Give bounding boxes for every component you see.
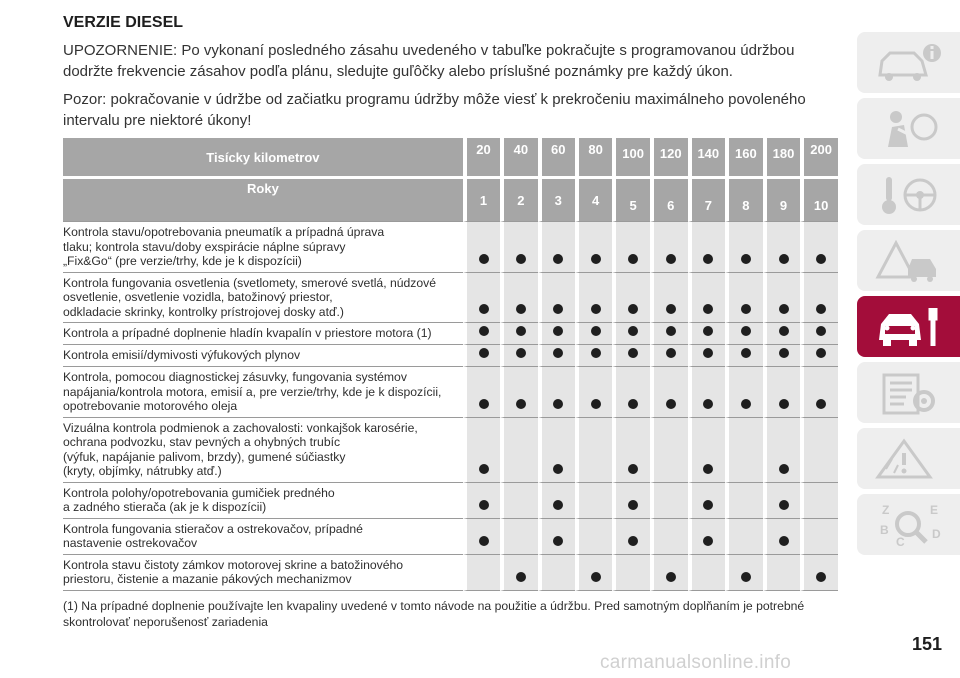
schedule-cell [612, 322, 650, 344]
schedule-cell [650, 344, 688, 366]
service-dot-icon [479, 536, 489, 546]
schedule-cell [575, 322, 612, 344]
schedule-row [63, 322, 838, 344]
schedule-cell [650, 322, 688, 344]
schedule-cell [650, 221, 688, 272]
description-line: Kontrola emisií/dymivosti výfukových plynov [63, 348, 301, 362]
service-dot-icon [591, 572, 601, 582]
svg-text:Z: Z [881, 502, 889, 517]
schedule-cell [725, 221, 763, 272]
years-header-cell: 8 [725, 179, 763, 221]
schedule-cell [463, 482, 500, 518]
schedule-cell [688, 417, 726, 482]
km-header-cell: 80 [575, 138, 612, 179]
service-dot-icon [553, 326, 563, 336]
description-line: Kontrola stavu čistoty zámkov motorovej skrine a batožinového [63, 557, 404, 572]
years-header-row [63, 179, 838, 221]
years-header-cell: 6 [650, 179, 688, 221]
schedule-cell [538, 554, 575, 591]
description-line: ochrana podvozku, stav pevných a ohybných trubíc [63, 435, 341, 449]
service-dot-icon [779, 464, 789, 474]
schedule-cell [763, 417, 801, 482]
description-line: odkladacie skrinky, kontrolky prístrojovej dosky atď.) [63, 304, 344, 319]
chapter-tab-index[interactable] [857, 494, 960, 555]
service-dot-icon [516, 399, 526, 409]
description-line: opotrebovanie motorového oleja [63, 399, 238, 413]
service-dot-icon [628, 399, 638, 409]
chapter-tabs [857, 32, 960, 560]
service-dot-icon [779, 254, 789, 264]
schedule-cell [800, 518, 838, 554]
schedule-cell [725, 554, 763, 591]
schedule-cell [612, 221, 650, 272]
schedule-cell [500, 482, 537, 518]
service-dot-icon [516, 572, 526, 582]
service-dot-icon [553, 399, 563, 409]
description-line: priestoru, čistenie a mazanie pákových mechanizmov [63, 572, 352, 586]
schedule-cell [612, 518, 650, 554]
description-line: tlaku; kontrola stavu/doby exspirácie náplne súpravy [63, 239, 346, 254]
service-dot-icon [553, 464, 563, 474]
service-dot-icon [703, 348, 713, 358]
schedule-cell [650, 417, 688, 482]
service-dot-icon [591, 399, 601, 409]
service-dot-icon [816, 304, 826, 314]
schedule-cell [763, 366, 801, 417]
service-dot-icon [741, 254, 751, 264]
schedule-cell [763, 322, 801, 344]
years-header-cell: 3 [538, 179, 575, 221]
description-line: Vizuálna kontrola podmienok a zachovalosti: vonkajšok karosérie, [63, 420, 418, 435]
schedule-cell [612, 344, 650, 366]
service-dot-icon [703, 399, 713, 409]
km-header-cell: 200 [800, 138, 838, 179]
schedule-cell [725, 518, 763, 554]
watermark: carmanualsonline.info [600, 652, 792, 673]
schedule-row [63, 366, 838, 417]
service-dot-icon [816, 399, 826, 409]
schedule-cell [575, 221, 612, 272]
page-content [63, 14, 838, 630]
service-dot-icon [553, 348, 563, 358]
schedule-row-description [63, 417, 463, 482]
service-dot-icon [816, 254, 826, 264]
service-dot-icon [516, 304, 526, 314]
car-wrench-icon [873, 304, 945, 350]
service-dot-icon [628, 348, 638, 358]
service-dot-icon [779, 399, 789, 409]
schedule-cell [538, 322, 575, 344]
schedule-row-description [63, 344, 463, 366]
service-dot-icon [741, 399, 751, 409]
schedule-cell [763, 272, 801, 323]
service-dot-icon [666, 254, 676, 264]
service-dot-icon [703, 304, 713, 314]
schedule-cell [538, 344, 575, 366]
service-dot-icon [479, 348, 489, 358]
schedule-row [63, 417, 838, 482]
km-header-cell: 60 [538, 138, 575, 179]
schedule-cell [763, 554, 801, 591]
chapter-tab-technical-data[interactable] [857, 362, 960, 423]
service-dot-icon [516, 326, 526, 336]
description-line: a zadného stierača (ak je k dispozícii) [63, 500, 267, 514]
schedule-cell [612, 482, 650, 518]
service-dot-icon [703, 254, 713, 264]
schedule-cell [650, 482, 688, 518]
schedule-cell [800, 272, 838, 323]
description-line: „Fix&Go“ (pre verzie/trhy, kde je k dispozícii) [63, 254, 302, 268]
technical-data-icon [874, 371, 944, 415]
schedule-cell [463, 272, 500, 323]
schedule-cell [800, 344, 838, 366]
schedule-row-description [63, 272, 463, 323]
years-header-cell: 10 [800, 179, 838, 221]
airbag-safety-icon [874, 107, 944, 151]
schedule-cell [800, 322, 838, 344]
schedule-cell [500, 221, 537, 272]
schedule-cell [688, 322, 726, 344]
schedule-cell [612, 272, 650, 323]
service-dot-icon [591, 326, 601, 336]
svg-text:B: B [879, 522, 889, 537]
service-dot-icon [703, 326, 713, 336]
service-dot-icon [628, 500, 638, 510]
description-line: Kontrola fungovania stieračov a ostrekovačov, prípadné [63, 521, 363, 536]
service-dot-icon [479, 464, 489, 474]
schedule-cell [538, 221, 575, 272]
schedule-cell [538, 417, 575, 482]
schedule-cell [575, 366, 612, 417]
service-dot-icon [553, 500, 563, 510]
schedule-cell [575, 518, 612, 554]
schedule-cell [463, 417, 500, 482]
schedule-cell [688, 482, 726, 518]
schedule-row-description [63, 554, 463, 591]
km-header-cell: 160 [725, 138, 763, 179]
schedule-cell [688, 554, 726, 591]
service-dot-icon [479, 500, 489, 510]
description-line: napájania/kontrola motora, emisií a, pre verzie/trhy, kde je k dispozícii, [63, 384, 442, 399]
description-line: Kontrola polohy/opotrebovania gumičiek predného [63, 485, 335, 500]
road-warning-icon [874, 437, 944, 481]
schedule-row [63, 518, 838, 554]
alphabetical-index-icon [874, 500, 944, 550]
schedule-cell [463, 322, 500, 344]
warning-paragraph: UPOZORNENIE: Po vykonaní posledného zásahu uvedeného v tabuľke pokračujte s programovanou údržbou dodržte frekvencie zásahov podľa plánu, sledujte guľôčky alebo príslušné poznámky pre každý úkon. [63, 42, 795, 80]
years-header-label: Roky [63, 179, 463, 221]
schedule-cell [500, 272, 537, 323]
schedule-cell [688, 221, 726, 272]
service-dot-icon [553, 254, 563, 264]
schedule-cell [800, 554, 838, 591]
service-dot-icon [666, 348, 676, 358]
years-header-cell: 2 [500, 179, 537, 221]
schedule-row [63, 272, 838, 323]
description-line: nastavenie ostrekovačov [63, 536, 198, 550]
service-dot-icon [591, 348, 601, 358]
schedule-cell [800, 482, 838, 518]
description-line: Kontrola stavu/opotrebovania pneumatík a prípadná úprava [63, 225, 385, 239]
service-dot-icon [553, 536, 563, 546]
schedule-cell [688, 366, 726, 417]
schedule-cell [800, 221, 838, 272]
schedule-cell [763, 221, 801, 272]
schedule-cell [538, 518, 575, 554]
service-dot-icon [479, 304, 489, 314]
km-header-cell: 140 [688, 138, 726, 179]
service-dot-icon [741, 348, 751, 358]
chapter-tab-safety[interactable] [857, 98, 960, 159]
section-heading: VERZIE DIESEL [63, 14, 184, 31]
schedule-cell [688, 344, 726, 366]
km-header-cell: 20 [463, 138, 500, 179]
page-number: 151 [912, 634, 943, 654]
description-line: Kontrola fungovania osvetlenia (svetlomety, smerové svetlá, núdzové [63, 275, 437, 290]
maintenance-schedule-table [63, 138, 838, 591]
schedule-cell [725, 322, 763, 344]
schedule-cell [463, 554, 500, 591]
schedule-cell [575, 554, 612, 591]
service-dot-icon [591, 304, 601, 314]
service-dot-icon [703, 464, 713, 474]
car-info-icon [874, 41, 944, 85]
service-dot-icon [779, 304, 789, 314]
schedule-row [63, 344, 838, 366]
chapter-tab-controls[interactable] [857, 164, 960, 225]
schedule-cell [612, 554, 650, 591]
service-dot-icon [816, 572, 826, 582]
km-header-cell: 100 [612, 138, 650, 179]
schedule-cell [463, 366, 500, 417]
chapter-tab-car-info[interactable] [857, 32, 960, 93]
km-header-cell: 180 [763, 138, 801, 179]
service-dot-icon [666, 399, 676, 409]
service-dot-icon [628, 304, 638, 314]
service-dot-icon [703, 500, 713, 510]
service-dot-icon [666, 304, 676, 314]
schedule-cell [463, 221, 500, 272]
km-header-cell: 120 [650, 138, 688, 179]
svg-text:E: E [929, 502, 938, 517]
service-dot-icon [666, 326, 676, 336]
schedule-cell [725, 417, 763, 482]
description-line: (výfuk, napájanie palivom, brzdy), gumené súčiastky [63, 449, 346, 464]
schedule-cell [575, 344, 612, 366]
schedule-cell [725, 344, 763, 366]
years-header-cell: 1 [463, 179, 500, 221]
chapter-tab-emergency[interactable] [857, 230, 960, 291]
service-dot-icon [779, 536, 789, 546]
service-dot-icon [779, 326, 789, 336]
schedule-cell [800, 366, 838, 417]
schedule-cell [575, 272, 612, 323]
service-dot-icon [553, 304, 563, 314]
svg-text:C: C [895, 534, 905, 549]
years-header-cell: 4 [575, 179, 612, 221]
schedule-row [63, 554, 838, 591]
service-dot-icon [816, 348, 826, 358]
schedule-cell [763, 482, 801, 518]
schedule-row [63, 221, 838, 272]
caution-paragraph: Pozor: pokračovanie v údržbe od začiatku programu údržby môže viesť k prekročeniu maximálneho povoleného intervalu pre niektoré úkony! [63, 91, 806, 129]
schedule-row-description [63, 366, 463, 417]
service-dot-icon [779, 500, 789, 510]
service-dot-icon [516, 254, 526, 264]
footnote: (1) Na prípadné doplnenie používajte len kvapaliny uvedené v tomto návode na použitie a údržbu. Pred samotným doplňaním je potrebné skontrolovať neporušenosť zariadenia [63, 598, 805, 629]
schedule-row-description [63, 221, 463, 272]
service-dot-icon [591, 254, 601, 264]
schedule-cell [538, 482, 575, 518]
service-dot-icon [479, 254, 489, 264]
key-steering-wheel-icon [874, 173, 944, 217]
schedule-cell [725, 482, 763, 518]
service-dot-icon [628, 464, 638, 474]
service-dot-icon [516, 348, 526, 358]
schedule-row-description [63, 482, 463, 518]
schedule-cell [650, 272, 688, 323]
description-line: osvetlenie, osvetlenie vozidla, batožinový priestor, [63, 290, 333, 304]
service-dot-icon [628, 254, 638, 264]
schedule-cell [688, 272, 726, 323]
description-line: Kontrola, pomocou diagnostickej zásuvky, fungovania systémov [63, 370, 407, 384]
service-dot-icon [628, 536, 638, 546]
svg-text:D: D [931, 526, 941, 541]
km-header-label: Tisícky kilometrov [63, 138, 463, 179]
car-warning-icon [874, 239, 944, 283]
service-dot-icon [628, 326, 638, 336]
schedule-cell [538, 272, 575, 323]
schedule-cell [612, 417, 650, 482]
schedule-cell [725, 272, 763, 323]
km-header-cell: 40 [500, 138, 537, 179]
schedule-cell [463, 344, 500, 366]
schedule-cell [500, 518, 537, 554]
schedule-cell [575, 417, 612, 482]
km-header-row [63, 138, 838, 179]
service-dot-icon [666, 572, 676, 582]
service-dot-icon [479, 326, 489, 336]
schedule-cell [763, 344, 801, 366]
description-line: (kryty, objímky, nátrubky atď.) [63, 464, 222, 478]
service-dot-icon [703, 536, 713, 546]
years-header-cell: 5 [612, 179, 650, 221]
schedule-row-description [63, 518, 463, 554]
schedule-row-description [63, 322, 463, 344]
schedule-cell [500, 417, 537, 482]
years-header-cell: 9 [763, 179, 801, 221]
schedule-cell [725, 366, 763, 417]
chapter-tab-maintenance[interactable] [857, 296, 960, 357]
schedule-cell [650, 518, 688, 554]
service-dot-icon [816, 326, 826, 336]
service-dot-icon [779, 348, 789, 358]
years-header-cell: 7 [688, 179, 726, 221]
schedule-row [63, 482, 838, 518]
schedule-cell [500, 322, 537, 344]
schedule-cell [500, 554, 537, 591]
schedule-cell [650, 366, 688, 417]
schedule-cell [688, 518, 726, 554]
chapter-tab-warnings[interactable] [857, 428, 960, 489]
service-dot-icon [741, 326, 751, 336]
schedule-cell [650, 554, 688, 591]
schedule-cell [575, 482, 612, 518]
schedule-cell [612, 366, 650, 417]
schedule-cell [500, 366, 537, 417]
service-dot-icon [741, 572, 751, 582]
schedule-cell [463, 518, 500, 554]
schedule-cell [500, 344, 537, 366]
service-dot-icon [479, 399, 489, 409]
schedule-cell [763, 518, 801, 554]
schedule-cell [800, 417, 838, 482]
description-line: Kontrola a prípadné doplnenie hladín kvapalín v priestore motora (1) [63, 326, 432, 340]
schedule-cell [538, 366, 575, 417]
service-dot-icon [741, 304, 751, 314]
